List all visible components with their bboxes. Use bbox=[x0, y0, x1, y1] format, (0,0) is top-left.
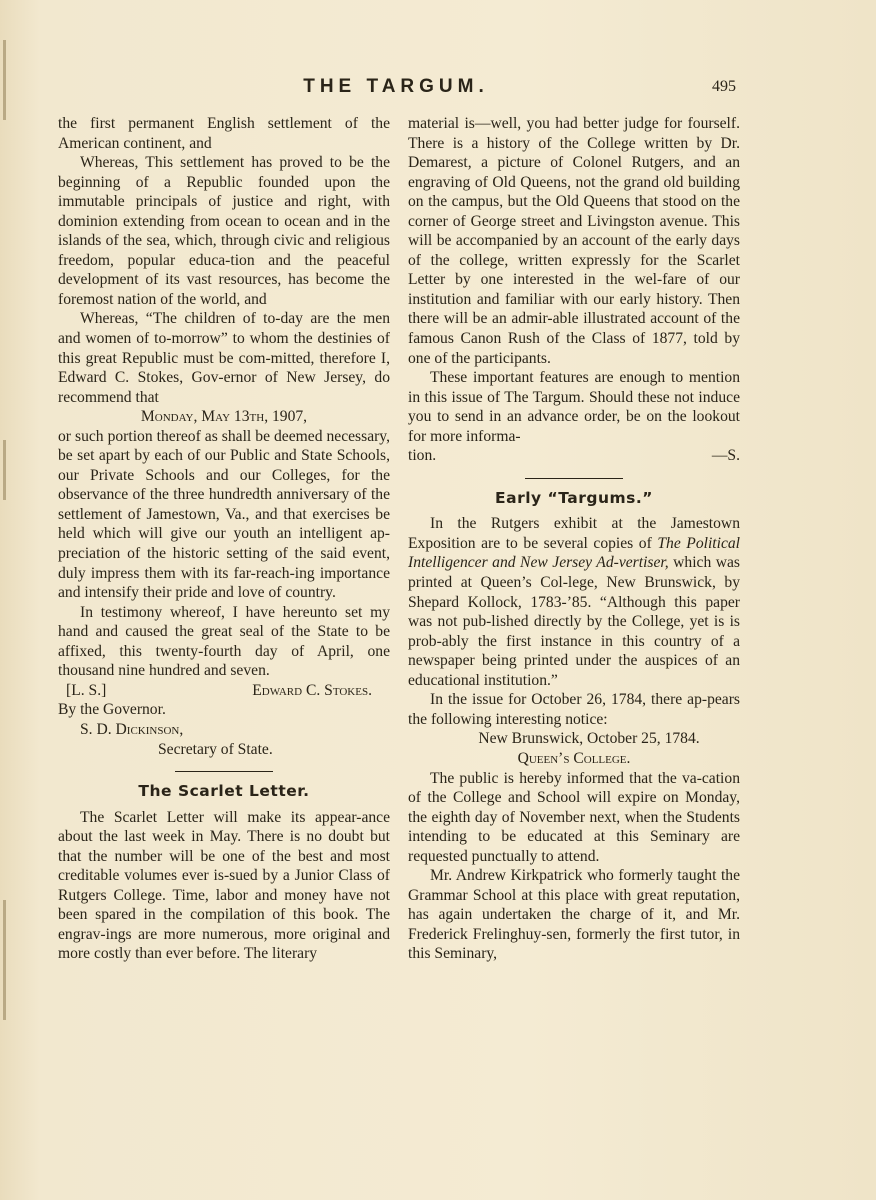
section-rule bbox=[525, 478, 623, 479]
left-page-edge bbox=[3, 440, 6, 500]
secretary-title: Secretary of State. bbox=[158, 740, 273, 758]
governor-signature: Edward C. Stokes. bbox=[252, 681, 372, 699]
signature-row bbox=[58, 681, 390, 701]
paragraph: In the issue for October 26, 1784, there ap-pears the following interesting notice: bbox=[408, 691, 740, 728]
section-heading: The Scarlet Letter. bbox=[138, 782, 310, 801]
notice-dateline: New Brunswick, October 25, 1784. bbox=[478, 730, 700, 748]
running-title: THE TARGUM. bbox=[303, 76, 489, 97]
section-rule bbox=[175, 771, 273, 772]
notice-heading: Queen’s College. bbox=[517, 749, 631, 767]
left-column bbox=[58, 114, 390, 964]
page-header bbox=[56, 76, 736, 100]
paragraph: These important features are enough to mention in this issue of The Targum. Should these not induce you to send in an advance order, be on the lookout for more informa- bbox=[408, 369, 740, 445]
text-run: In the Rutgers exhibit at the Jamestown Exposition are to be several copies of bbox=[408, 515, 740, 552]
paragraph: The public is hereby informed that the va-cation of the College and School will expire on Monday, the eighth day of November next, when the Students intending to be educated at this Seminary are requested punctually to attend. bbox=[408, 769, 740, 865]
paragraph: Whereas, This settlement has proved to be the beginning of a Republic founded upon the immutable principals of justice and right, with dominion extending from ocean to ocean and in the islands of the sea, which, through civic and religious freedom, popular educa-tion and the peaceful development of its vast resources, has become the foremost nation of the world, and bbox=[58, 154, 390, 308]
author-initial: —S. bbox=[711, 447, 740, 465]
page-number: 495 bbox=[712, 78, 736, 95]
section-heading: Early “Targums.” bbox=[495, 488, 653, 507]
paragraph: In testimony whereof, I have hereunto set my hand and caused the great seal of the State to be affixed, this twenty-fourth day of April, one thousand nine hundred and seven. bbox=[58, 603, 390, 680]
paragraph: the first permanent English settlement of the American continent, and bbox=[58, 115, 390, 152]
paragraph-end: tion. bbox=[408, 447, 437, 465]
attestation-line: By the Governor. bbox=[58, 701, 166, 719]
left-page-edge bbox=[3, 900, 6, 1020]
proclamation-date: Monday, May 13th, 1907, bbox=[140, 408, 308, 426]
seal-mark: [L. S.] bbox=[66, 681, 107, 699]
newspaper-title: The Political Intelligencer and New Jersey Ad-vertiser, bbox=[408, 534, 740, 572]
paragraph: material is—well, you had better judge for fourself. There is a history of the College written by Dr. Demarest, a picture of Colonel Rutgers, and an engraving of Old Queens, not the grand old building on the campus, but the Old Queens that stood on the corner of George street and Livingston avenue. This will be accompanied by an account of the early days of the college, written expressly for the Scarlet Letter by one interested in the wel-fare of our institution and familiar with our early history. Then there will be an admir-able illustrated account of the famous Canon Rush of the Class of 1877, told by one of the participants. bbox=[408, 115, 740, 367]
left-page-edge bbox=[3, 40, 6, 120]
paragraph bbox=[408, 514, 740, 690]
text-run: which was printed at Queen’s Col-lege, New Brunswick, by Shepard Kollock, 1783-’85. “Although this paper was not pub-lished directly by the College, yet is is prob-ably the first instance in this country of a newspaper being printed under the auspices of an educational institution.” bbox=[408, 554, 740, 689]
right-column bbox=[408, 114, 740, 964]
secretary-name: S. D. Dickinson, bbox=[80, 720, 184, 738]
signature-line bbox=[408, 446, 740, 466]
paragraph: or such portion thereof as shall be deemed necessary, be set apart by each of our Public and State Schools, our Private Schools and our Colleges, for the observance of the three hundredth anniversary of the settlement of Jamestown, Va., and that exercises be held which will give our youth an intelligent ap-preciation of the historic setting of the said event, duly impress them with its far-reach-ing importance and intensify their pride and love of country. bbox=[58, 427, 390, 602]
paragraph: Mr. Andrew Kirkpatrick who formerly taught the Grammar School at this place with great reputation, has again undertaken the charge of it, and Mr. Frederick Frelinghuy-sen, formerly the first tutor, in this Seminary, bbox=[408, 867, 740, 963]
paragraph: The Scarlet Letter will make its appear-ance about the last week in May. There is no doubt but that the number will be one of the best and most creditable volumes ever is-sued by a Junior Class of Rutgers College. Time, labor and money have not been spared in the compilation of this book. The engrav-ings are more numerous, more original and more costly than ever before. The literary bbox=[58, 808, 390, 963]
paragraph: Whereas, “The children of to-day are the men and women of to-morrow” to whom the destinies of this great Republic must be com-mitted, therefore I, Edward C. Stokes, Gov-ernor of New Jersey, do recommend that bbox=[58, 310, 390, 406]
